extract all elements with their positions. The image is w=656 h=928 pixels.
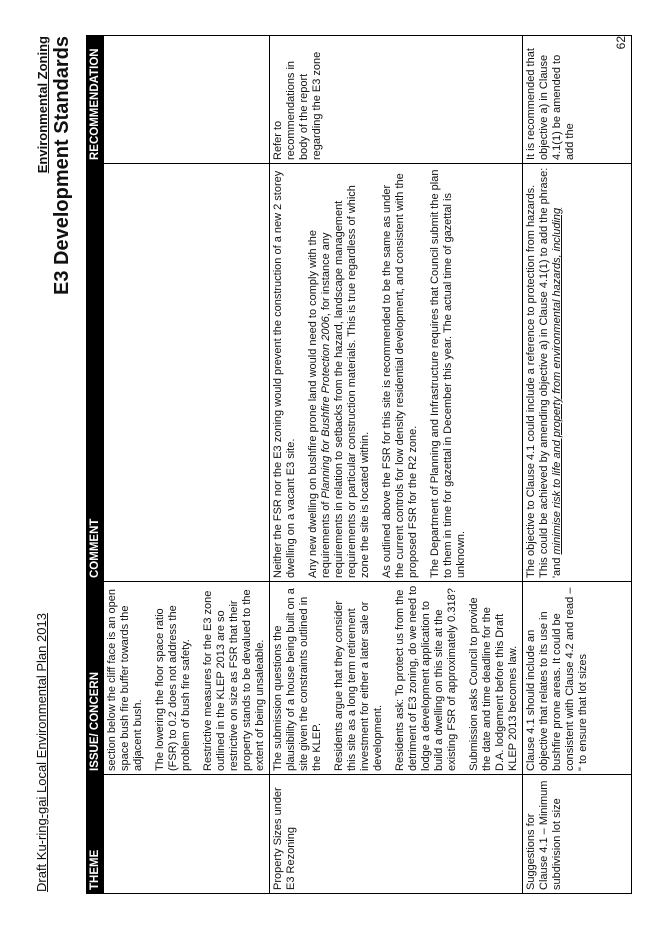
table-header-row [87,36,104,894]
issue-cell: Clause 4.1 should include an objective that relates to its use in bushfire prone areas. It could be consistent with Clause 4.2 and read – " to ensure that lot sizes [523,582,632,775]
issue-paragraph: Residents ask: To protect us from the detriment of E3 zoning, do we need to lodge a development application to build a dwelling on this site at the existing FSR of approximately 0.318? [394,585,458,771]
comment-text: , for instance any requirements in relation to setbacks from the hazard, landscape management requirements or particular construction materials. This is true regardless of which zone the site is located within. [320,185,371,578]
col-header-issue: ISSUE/ CONCERN [87,582,104,775]
comment-italic-reference: Planning for Bushfire Protection 2006 [320,316,332,499]
theme-cell: Suggestions for Clause 4.1 – Minimum subdivision lot size [523,775,632,894]
comment-cell [270,164,523,582]
issue-cell [270,582,523,775]
comment-paragraph [307,167,372,578]
comment-text: Any new dwelling on bushfire prone land would need to comply with the requirements of [307,230,332,578]
issue-paragraph: The submission questions the plausibility of a house being built on a site given the constraints outlined in the KLEP. [272,588,323,771]
recommendation-cell [104,36,270,164]
table-row [104,36,270,894]
comment-text: The objective to Clause 4.1 could include a reference to protection from hazards. This could be achieved by amending objective a) in Clause 4.1(1) to add the phrase: 'and [525,167,563,578]
comment-paragraph: As outlined above the FSR for this site is recommended to be the same as under the current controls for low density residential development, and consistent with the proposed FSR for the R2 zone. [381,173,419,578]
issue-cell [104,582,270,775]
recommendation-cell: It is recommended that objective a) in Clause 4.1(1) be amended to add the [523,36,632,164]
document-title: Draft Ku-ring-gai Local Environmental Plan 2013 [34,613,49,892]
theme-cell [104,775,270,894]
table-row [270,36,523,894]
comment-paragraph: Neither the FSR nor the E3 zoning would prevent the construction of a new 2 storey dwelling on a vacant E3 site. [272,170,297,578]
issue-paragraph: section below the cliff face is an open space bush fire buffer towards the adjacent bush. [106,588,144,771]
issue-paragraph: Residents argue that they consider this site as a long term retirement investment for either a later sale or development. [333,601,384,771]
comment-paragraph: The Department of Planning and Infrastructure requires that Council submit the plan to them in time for gazettal in December this year. The actual time of gazettal is unknown. [429,169,467,578]
subsection-title: E3 Development Standards [51,36,73,295]
section-title: Environmental Zoning [35,36,50,174]
col-header-recommendation: RECOMMENDATION [87,36,104,164]
table-row [523,36,632,894]
comment-italic-text: minimise risk to life and property from environmental hazards, including [551,207,563,555]
comment-cell [104,164,270,582]
theme-cell: Property Sizes under E3 Rezoning [270,775,523,894]
issue-paragraph: Restrictive measures for the E3 zone outlined in the KLEP 2013 are so restrictive on size as FSR that their property stands to be devalued to the extent of being unsaleable. [202,589,266,771]
recommendation-cell: Refer to recommendations in body of the report regarding the E3 zone [270,36,523,164]
page-number: 62 [614,36,628,50]
submissions-table [86,35,632,894]
col-header-theme: THEME [87,775,104,894]
comment-cell [523,164,632,582]
issue-paragraph: Submission asks Council to provide the date and time deadline for the D.A. lodgement before this Draft KLEP 2013 becomes law. [468,597,519,771]
issue-paragraph: The lowering the floor space ratio (FSR) to 0.2 does not address the problem of bush fire safety. [154,605,192,771]
col-header-comment: COMMENT [87,164,104,582]
